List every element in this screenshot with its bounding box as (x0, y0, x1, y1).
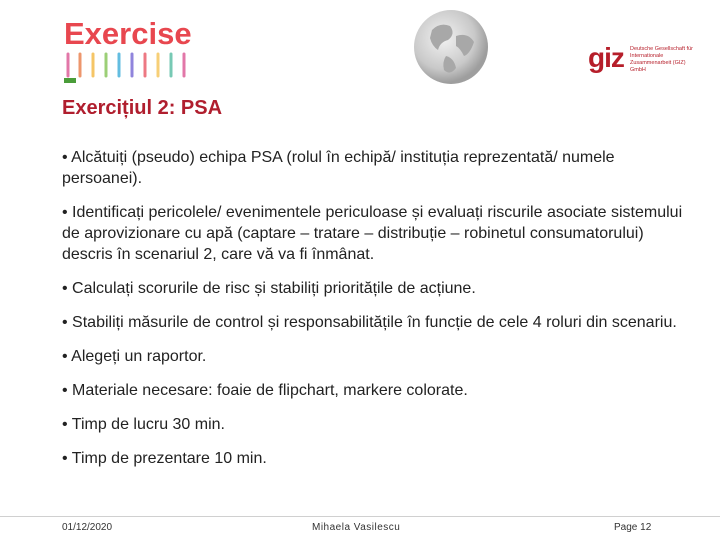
giz-wordmark: giz (588, 42, 624, 73)
slide-title: Exercițiul 2: PSA (62, 97, 223, 119)
list-item: • Timp de prezentare 10 min. (62, 450, 267, 467)
footer-date: 01/12/2020 (62, 522, 113, 533)
svg-text:Exercise: Exercise (64, 16, 192, 51)
list-item: • Alcătuiți (pseudo) echipa PSA (rolul în echipă/ instituția reprezentată/ numele persoanei). (62, 149, 615, 187)
list-item: • Materiale necesare: foaie de flipchart, markere colorate. (62, 382, 468, 399)
list-item: • Identificați pericolele/ evenimentele periculoase și evaluați riscurile asociate sistemului de aprovizionare cu apă (captare – tratare – distribuție – robinetul consumatorului) descris în scenariul 2, care vă va fi înmânat. (62, 204, 683, 263)
slide-header (0, 0, 720, 90)
footer-divider (0, 516, 720, 517)
bullet-list (62, 147, 687, 482)
list-item: • Timp de lucru 30 min. (62, 416, 225, 433)
list-item: • Calculați scorurile de risc și stabiliți prioritățile de acțiune. (62, 280, 476, 297)
footer-author: Mihaela Vasilescu (312, 522, 401, 533)
giz-logo (588, 40, 698, 80)
globe-image (410, 6, 492, 88)
page-number: Page 12 (614, 522, 652, 533)
list-item: • Alegeți un raportor. (62, 348, 207, 365)
giz-tagline: Deutsche Gesellschaft für Internationale Zusammenarbeit (GIZ) GmbH (630, 46, 693, 73)
exercise-logo (60, 8, 195, 84)
list-item: • Stabiliți măsurile de control și responsabilitățile în funcție de cele 4 roluri din scenariu. (62, 314, 677, 331)
